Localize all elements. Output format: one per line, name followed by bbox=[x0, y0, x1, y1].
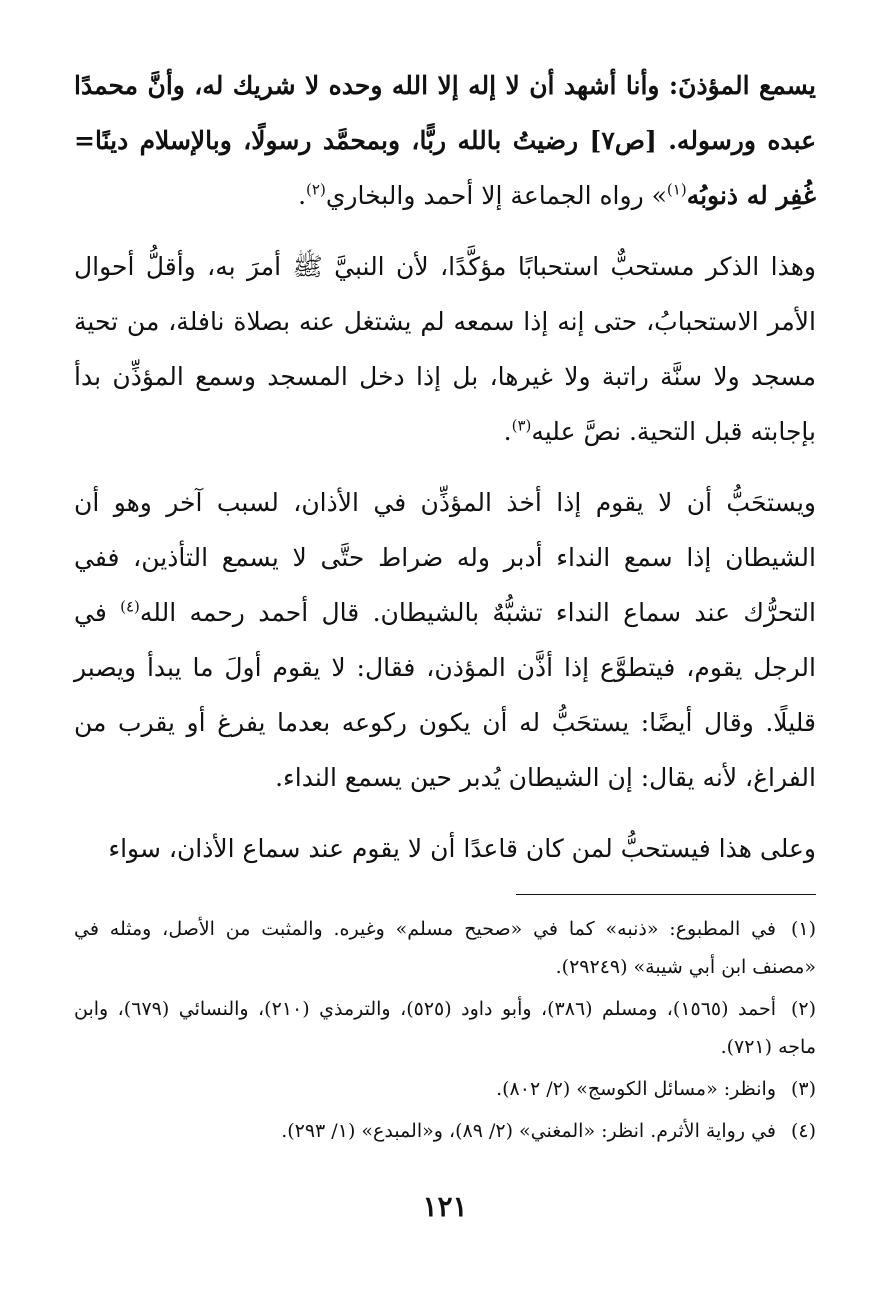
paragraph-sitting bbox=[74, 821, 816, 876]
footnotes bbox=[74, 910, 816, 1154]
footnote-text: وانظر: «مسائل الكوسج» (٢/ ٨٠٢). bbox=[496, 1078, 776, 1100]
sentence-end: . bbox=[298, 181, 307, 210]
footnote-ref-4: (٤) bbox=[120, 597, 140, 616]
footnote-ref-3: (٣) bbox=[511, 416, 532, 435]
footnote bbox=[74, 910, 816, 986]
paragraph-text-continued: في الرجل يقوم، فيتطوَّع إذا أذَّن المؤذن، فقال: لا يقوم أولَ ما يبدأ ويصبر قليلًا. وقال أيضًا: يستحَبُّ له أن يكون ركوعه بعدما يفرغ أو يقرب من الفراغ، لأنه يقال: إن الشيطان يُدبر حين يسمع النداء. bbox=[74, 598, 816, 792]
footnote bbox=[74, 1070, 816, 1108]
footnote-ref-1: (١) bbox=[666, 180, 687, 199]
book-page bbox=[74, 58, 816, 1238]
footnote-number: (٣) bbox=[790, 1078, 816, 1100]
footnote-ref-2: (٢) bbox=[306, 180, 326, 199]
footnote bbox=[74, 990, 816, 1066]
footnote bbox=[74, 1112, 816, 1150]
sentence-end: . bbox=[503, 417, 512, 446]
paragraph-text: وهذا الذكر مستحبٌّ استحبابًا مؤكَّدًا، لأن النبيَّ ﷺ أمرَ به، وأقلُّ أحوال الأمر الاستحبابُ، حتى إنه إذا سمعه لم يشتغل عنه بصلاة نافلة، من تحية مسجد ولا سنَّة راتبة ولا غيرها، بل إذا دخل المسجد وسمع المؤذِّن بدأ بإجابته قبل التحية. نصَّ عليه bbox=[74, 252, 816, 446]
paragraph-standing bbox=[74, 475, 816, 805]
paragraph-dhikr bbox=[74, 239, 816, 459]
hadith-text: يسمع المؤذنَ: وأنا أشهد أن لا إله إلا الله وحده لا شريك له، وأنَّ محمدًا عبده ورسوله. [ص٧] رضيتُ بالله ربًّا، وبمحمَّد رسولًا، وبالإسلام دينًا= غُفِر له ذنوبُه bbox=[74, 71, 816, 210]
footnote-number: (١) bbox=[790, 918, 816, 940]
paragraph-text: ويستحَبُّ أن لا يقوم إذا أخذ المؤذِّن في الأذان، لسبب آخر وهو أن الشيطان إذا سمع النداء أدبر وله ضراط حتَّى لا يسمع التأذين، ففي التحرُّك عند سماع النداء تشبُّهٌ بالشيطان. قال أحمد رحمه الله bbox=[74, 488, 816, 627]
footnote-number: (٢) bbox=[790, 998, 817, 1020]
footnote-number: (٤) bbox=[790, 1120, 816, 1142]
hadith-source: » رواه الجماعة إلا أحمد والبخاري bbox=[325, 181, 667, 210]
paragraph-text: وعلى هذا فيستحبُّ لمن كان قاعدًا أن لا يقوم عند سماع الأذان، سواء bbox=[108, 834, 816, 863]
page-number: ١٢١ bbox=[422, 1190, 468, 1223]
footnote-text: في المطبوع: «ذنبه» كما في «صحيح مسلم» وغيره. والمثبت من الأصل، ومثله في «مصنف ابن أبي شيبة» (٢٩٢٤٩). bbox=[74, 918, 816, 978]
footnote-separator bbox=[516, 894, 816, 895]
paragraph-hadith bbox=[74, 58, 816, 223]
footnote-text: في رواية الأثرم. انظر: «المغني» (٢/ ٨٩)، و«المبدع» (١/ ٢٩٣). bbox=[281, 1120, 776, 1142]
footnote-text: أحمد (١٥٦٥)، ومسلم (٣٨٦)، وأبو داود (٥٢٥)، والترمذي (٢١٠)، والنسائي (٦٧٩)، وابن ماجه (٧٢١). bbox=[74, 998, 816, 1058]
